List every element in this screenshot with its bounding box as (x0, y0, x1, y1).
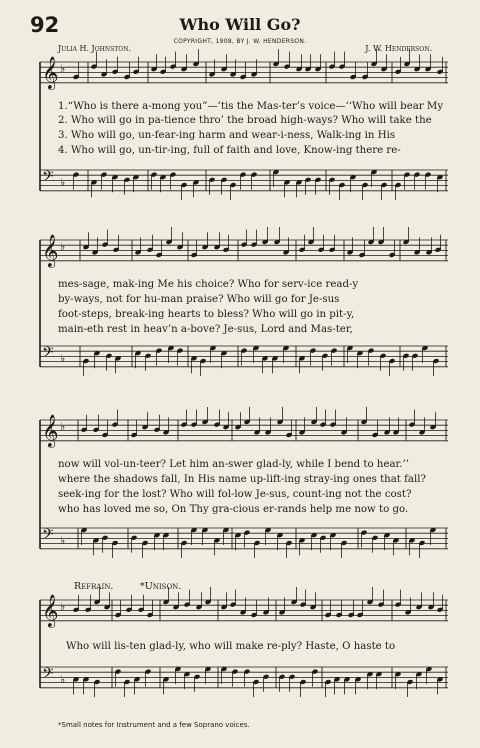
flat-sign-icon: ♭ (60, 176, 66, 189)
flat-sign-icon: ♭ (60, 240, 66, 253)
verse-line: by-ways, not for hu-man praise? Who will go for Je-sus (58, 294, 340, 305)
hymn-number: 92 (30, 13, 60, 37)
composer-credit: J. W. Henderson. (365, 44, 432, 53)
bass-clef-icon: 𝄢 (42, 665, 54, 686)
verse-line: foot-steps, break-ing hearts to bless? Who will go in pit-y, (58, 309, 355, 320)
flat-sign-icon: ♭ (60, 534, 66, 547)
bass-clef-icon: 𝄢 (42, 168, 54, 189)
flat-sign-icon: ♭ (60, 420, 66, 433)
bass-clef-icon: 𝄢 (42, 526, 54, 547)
verse-line: now will vol-un-teer? Let him an-swer glad-ly, while I bend to hear.’’ (58, 459, 410, 470)
verse-line: 4. Who will go, un-tir-ing, full of faith and love, Know-ing there re- (58, 145, 401, 156)
verse-line: main-eth rest in heav’n a-bove? Je-sus, Lord and Mas-ter, (58, 324, 353, 335)
flat-sign-icon: ♭ (60, 62, 66, 75)
verse-line: who has loved me so, On Thy gra-cious er-rands help me now to go. (58, 504, 409, 515)
flat-sign-icon: ♭ (60, 352, 66, 365)
verse-line: where the shadows fall, In His name up-lift-ing stray-ing ones that fall? (58, 474, 426, 485)
verse-line: mes-sage, mak-ing Me his choice? Who for serv-ice read-y (58, 279, 359, 290)
verse-line: Who will lis-ten glad-ly, who will make re-ply? Haste, O haste to (66, 641, 396, 652)
verse-line: seek-ing for the lost? Who will fol-low Je-sus, count-ing not the cost? (58, 489, 412, 500)
treble-clef-icon: 𝄞 (42, 594, 59, 627)
flat-sign-icon: ♭ (60, 600, 66, 613)
hymn-title: Who Will Go? (179, 15, 301, 34)
refrain-label: Refrain. (74, 581, 114, 592)
treble-clef-icon: 𝄞 (42, 414, 59, 447)
footnote: *Small notes for Instrument and a few Soprano voices. (58, 721, 250, 729)
flat-sign-icon: ♭ (60, 673, 66, 686)
verse-line: 3. Who will go, un-fear-ing harm and wear-i-ness, Walk-ing in His (58, 130, 396, 141)
verse-line: 1.“Who is there a-mong you”—’tis the Mas-ter’s voice—‘‘Who will bear My (58, 101, 444, 112)
verse-line: 2. Who will go in pa-tience thro’ the broad high-ways? Who will take the (58, 115, 432, 126)
unison-label: *Unison. (140, 581, 182, 592)
bass-clef-icon: 𝄢 (42, 344, 54, 365)
treble-clef-icon: 𝄞 (42, 234, 59, 267)
copyright-notice: COPYRIGHT, 1908, BY J. W. HENDERSON. (173, 38, 307, 45)
treble-clef-icon: 𝄞 (42, 56, 59, 89)
author-credit: Julia H. Johnston. (58, 44, 131, 53)
